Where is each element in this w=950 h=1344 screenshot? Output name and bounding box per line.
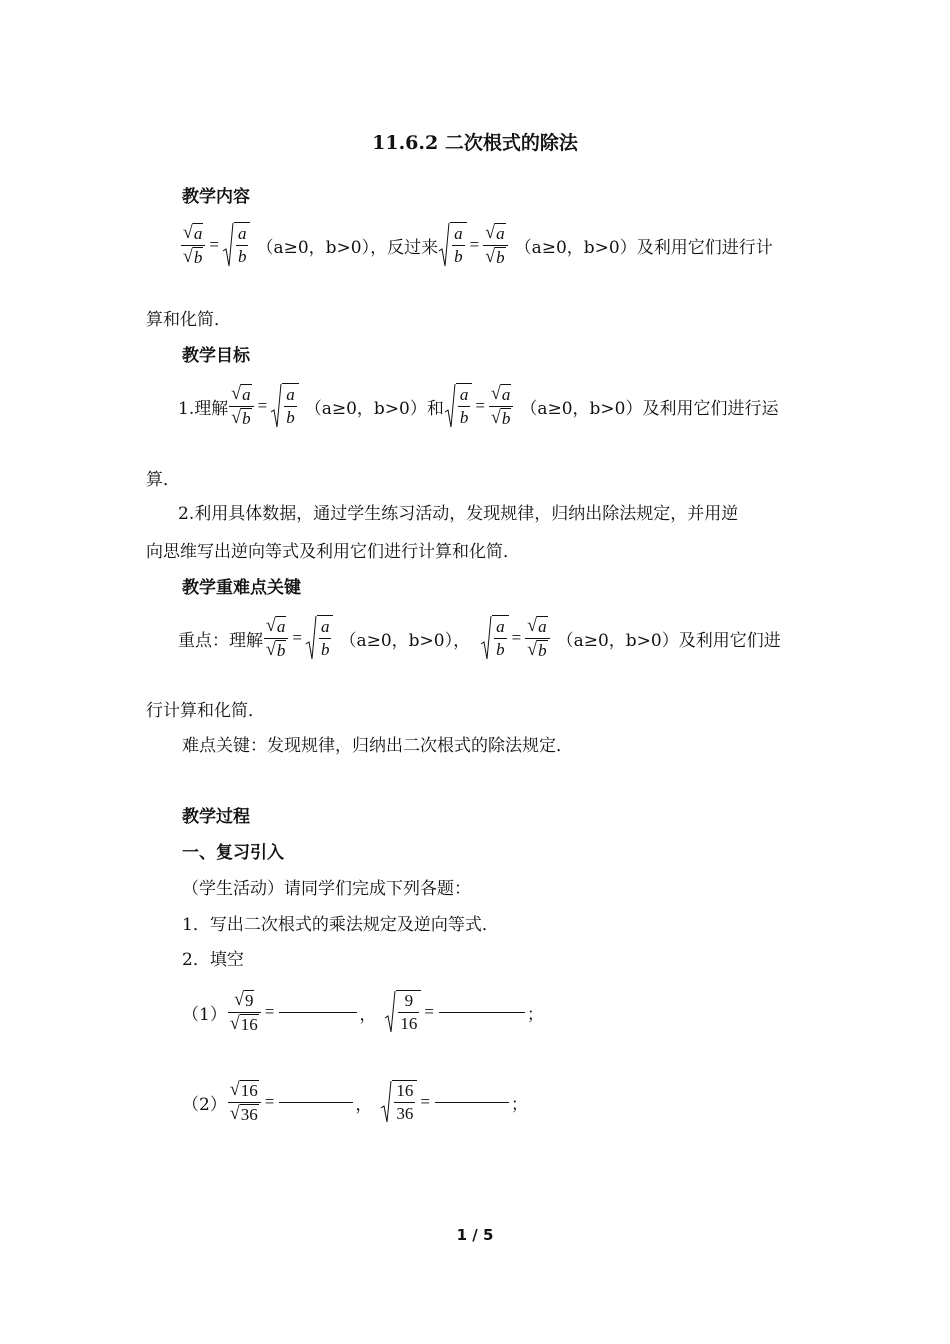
numeral: 36 — [396, 1104, 414, 1124]
var-b: b — [237, 247, 247, 266]
formula-sqrt9-over-sqrt16: √ 9 √ 16 — [227, 990, 262, 1034]
numeral: 16 — [396, 1081, 414, 1101]
formula-sqrt-a-over-b — [444, 383, 473, 429]
var-a: a — [276, 616, 286, 636]
goal-1-tail: 算． — [146, 470, 180, 490]
var-a: a — [237, 224, 247, 243]
var-b: b — [496, 640, 505, 659]
var-a: a — [193, 223, 203, 243]
var-a: a — [501, 384, 511, 404]
item-2-label: （2） — [182, 1094, 227, 1115]
var-b: b — [454, 247, 463, 266]
page-number: 1 / 5 — [456, 1226, 494, 1244]
semicolon: ； — [526, 1004, 544, 1025]
condition-text: （a≥0，b>0）， — [339, 630, 471, 651]
var-a: a — [496, 223, 505, 243]
key-point-line — [178, 615, 781, 661]
formula-sqrt16-over-sqrt36: √ 16 √ 36 — [227, 1080, 262, 1124]
content-tail: 算和化简． — [146, 310, 231, 330]
answer-blank[interactable] — [435, 1101, 509, 1103]
key-point-prefix: 重点：理解 — [178, 630, 263, 651]
question-2: 2．填空 — [182, 950, 244, 970]
formula-sqrt-a-over-b — [222, 222, 251, 268]
page-title: 11.6.2 二次根式的除法 — [372, 132, 578, 154]
formula-sqrt-a-over-sqrt-b: √ a √ b — [263, 616, 289, 660]
equals-sign: = — [475, 396, 485, 415]
var-b: b — [538, 640, 547, 660]
var-b: b — [276, 640, 286, 660]
part-1-heading: 一、复习引入 — [182, 843, 284, 863]
numeral: 16 — [240, 1081, 258, 1100]
comma: ， — [359, 1004, 377, 1025]
goal-2-line-1: 2.利用具体数据，通过学生练习活动，发现规律，归纳出除法规定，并用逆 — [178, 504, 739, 524]
key-point-tail: 行计算和化简． — [146, 701, 265, 721]
goal-1-prefix: 1.理解 — [178, 398, 229, 419]
formula-sqrt-16-over-36 — [380, 1080, 417, 1124]
equals-sign: = — [209, 235, 219, 254]
answer-blank[interactable] — [439, 1011, 525, 1013]
activity-line: （学生活动）请同学们完成下列各题： — [182, 879, 471, 899]
var-b: b — [496, 247, 505, 267]
var-a: a — [286, 385, 295, 404]
formula-sqrt-a-over-sqrt-b: √ a √ b — [482, 223, 508, 267]
difficulty-line: 难点关键：发现规律，归纳出二次根式的除法规定． — [182, 736, 573, 756]
numeral: 16 — [400, 1014, 418, 1034]
equals-sign: = — [469, 235, 480, 254]
formula-sqrt-a-over-b — [270, 383, 299, 429]
section-heading-goals: 教学目标 — [182, 346, 250, 366]
var-b: b — [501, 408, 511, 428]
question-1: 1．写出二次根式的乘法规定及逆向等式． — [182, 915, 499, 935]
condition-text: （a≥0，b>0）和 — [304, 398, 444, 419]
equals-sign: = — [424, 1002, 434, 1022]
item-1-label: （1） — [182, 1004, 227, 1025]
var-b: b — [459, 408, 469, 427]
goal-1-line — [178, 383, 778, 429]
condition-text: （a≥0，b>0）及利用它们进行计 — [514, 237, 773, 258]
var-b: b — [320, 640, 330, 659]
formula-sqrt-a-over-sqrt-b: √ a √ b — [488, 384, 514, 428]
equals-sign: = — [420, 1092, 430, 1112]
var-a: a — [320, 617, 330, 636]
var-b: b — [193, 247, 203, 267]
var-a: a — [454, 224, 463, 243]
content-formula-line — [180, 222, 773, 268]
equals-sign: = — [511, 628, 522, 647]
formula-sqrt-a-over-b — [438, 222, 467, 268]
formula-sqrt-a-over-b — [305, 615, 334, 661]
section-heading-process: 教学过程 — [182, 807, 250, 827]
condition-text: （a≥0，b>0）及利用它们进行运 — [520, 398, 779, 419]
equals-sign: = — [264, 1092, 275, 1112]
equals-sign: = — [257, 396, 268, 415]
formula-sqrt-a-over-sqrt-b: √ a √ b — [228, 384, 254, 428]
section-heading-content: 教学内容 — [182, 187, 250, 207]
var-a: a — [459, 385, 469, 404]
answer-blank[interactable] — [279, 1101, 353, 1103]
numeral: 16 — [240, 1014, 258, 1034]
condition-text: （a≥0，b>0），反过来 — [256, 237, 439, 258]
section-heading-key-points: 教学重难点关键 — [182, 578, 301, 598]
var-a: a — [538, 616, 547, 636]
formula-sqrt-9-over-16 — [384, 990, 421, 1034]
answer-blank[interactable] — [279, 1011, 357, 1013]
numeral: 9 — [404, 991, 414, 1011]
fill-item-1 — [182, 990, 544, 1034]
var-b: b — [286, 408, 295, 427]
goal-2-line-2: 向思维写出逆向等式及利用它们进行计算和化简． — [146, 542, 520, 562]
equals-sign: = — [264, 1002, 275, 1022]
var-a: a — [242, 384, 251, 404]
formula-sqrt-a-over-sqrt-b: √ a √ b — [524, 616, 550, 660]
comma: ， — [355, 1094, 373, 1115]
formula-sqrt-a-over-sqrt-b: √ a √ b — [180, 223, 206, 267]
numeral: 36 — [240, 1104, 258, 1124]
semicolon: ； — [510, 1094, 528, 1115]
equals-sign: = — [292, 628, 302, 647]
var-a: a — [496, 617, 505, 636]
fill-item-2 — [182, 1080, 528, 1124]
var-b: b — [242, 408, 251, 428]
numeral: 9 — [244, 991, 254, 1010]
condition-text: （a≥0，b>0）及利用它们进 — [556, 630, 781, 651]
formula-sqrt-a-over-b — [480, 615, 509, 661]
